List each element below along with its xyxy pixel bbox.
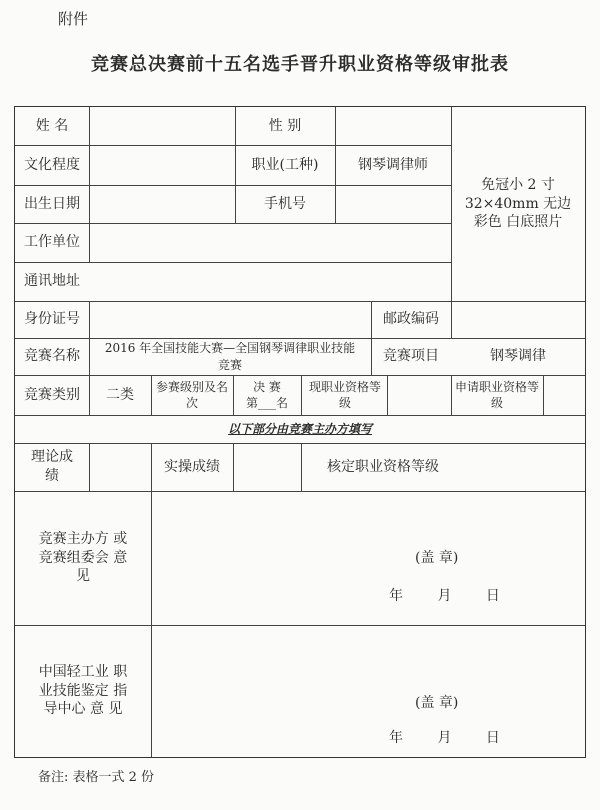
rank-fill[interactable]: 第___名 xyxy=(245,396,288,410)
guidance-center-opinion-label: 中国轻工业 职业技能鉴定 指导中心 意 见 xyxy=(38,663,128,718)
practical-score-field[interactable] xyxy=(233,443,301,491)
competition-name-label: 竞赛名称 xyxy=(24,348,80,365)
birth-date-label: 出生日期 xyxy=(24,195,80,212)
gender-field[interactable] xyxy=(335,107,451,145)
approved-level-label: 核定职业资格等级 xyxy=(327,458,439,475)
postcode-field[interactable] xyxy=(451,301,585,338)
final-rank-cell xyxy=(233,375,301,415)
id-number-field[interactable] xyxy=(89,301,371,338)
education-label: 文化程度 xyxy=(24,156,80,173)
name-field[interactable] xyxy=(89,107,235,145)
apply-level-label: 申请职业资格等级 xyxy=(455,379,540,410)
organizer-section-note xyxy=(15,415,585,443)
education-field[interactable] xyxy=(89,145,235,185)
occupation-label: 职业(工种) xyxy=(251,156,319,173)
apply-level-field[interactable] xyxy=(543,375,585,415)
birth-date-field[interactable] xyxy=(89,185,235,223)
work-unit-field[interactable] xyxy=(89,223,451,262)
organizer-section-text: 以下部分由竞赛主办方填写 xyxy=(227,421,372,436)
current-level-label: 现职业资格等级 xyxy=(308,379,381,410)
address-label: 通讯地址 xyxy=(24,273,80,290)
guidance-center-seal: (盖 章) xyxy=(415,695,459,711)
phone-label: 手机号 xyxy=(264,195,306,212)
competition-category-value: 二类 xyxy=(106,386,134,403)
work-unit-label: 工作单位 xyxy=(24,234,80,251)
level-rank-label: 参赛级别及名次 xyxy=(155,379,228,410)
competition-name-value: 2016 年全国技能大赛—全国钢琴调律职业技能竞赛 xyxy=(104,341,356,372)
footnote: 备注: 表格一式 2 份 xyxy=(38,770,155,785)
approval-form-table xyxy=(14,106,586,758)
postcode-label: 邮政编码 xyxy=(383,311,439,328)
current-level-field[interactable] xyxy=(387,375,451,415)
organizer-seal: (盖 章) xyxy=(415,550,459,566)
occupation-value: 钢琴调律师 xyxy=(358,156,428,173)
practical-score-label: 实操成绩 xyxy=(164,458,220,475)
theory-score-field[interactable] xyxy=(89,443,151,491)
final-label: 决 赛 xyxy=(253,379,281,394)
competition-item-label: 竞赛项目 xyxy=(383,348,439,365)
organizer-opinion-field[interactable] xyxy=(151,491,585,625)
address-field[interactable] xyxy=(89,262,451,301)
form-title: 竞赛总决赛前十五名选手晋升职业资格等级审批表 xyxy=(91,54,509,75)
competition-item-value: 钢琴调律 xyxy=(490,348,546,365)
name-label: 姓 名 xyxy=(35,117,69,134)
phone-field[interactable] xyxy=(335,185,451,223)
organizer-date: 年 月 日 xyxy=(389,588,500,604)
photo-placeholder: 免冠小 2 寸 32×40mm 无边彩色 白底照片 xyxy=(464,176,572,231)
approved-level-field[interactable] xyxy=(465,443,585,491)
theory-score-label: 理论成绩 xyxy=(31,449,73,484)
competition-category-label: 竞赛类别 xyxy=(24,386,80,403)
guidance-center-opinion-field[interactable] xyxy=(151,625,585,757)
attachment-label: 附件 xyxy=(58,10,89,28)
guidance-center-date: 年 月 日 xyxy=(389,730,500,746)
organizer-opinion-label: 竞赛主办方 或 竞赛组委会 意 见 xyxy=(38,530,128,585)
id-number-label: 身份证号 xyxy=(24,311,80,328)
gender-label: 性 别 xyxy=(268,117,302,134)
